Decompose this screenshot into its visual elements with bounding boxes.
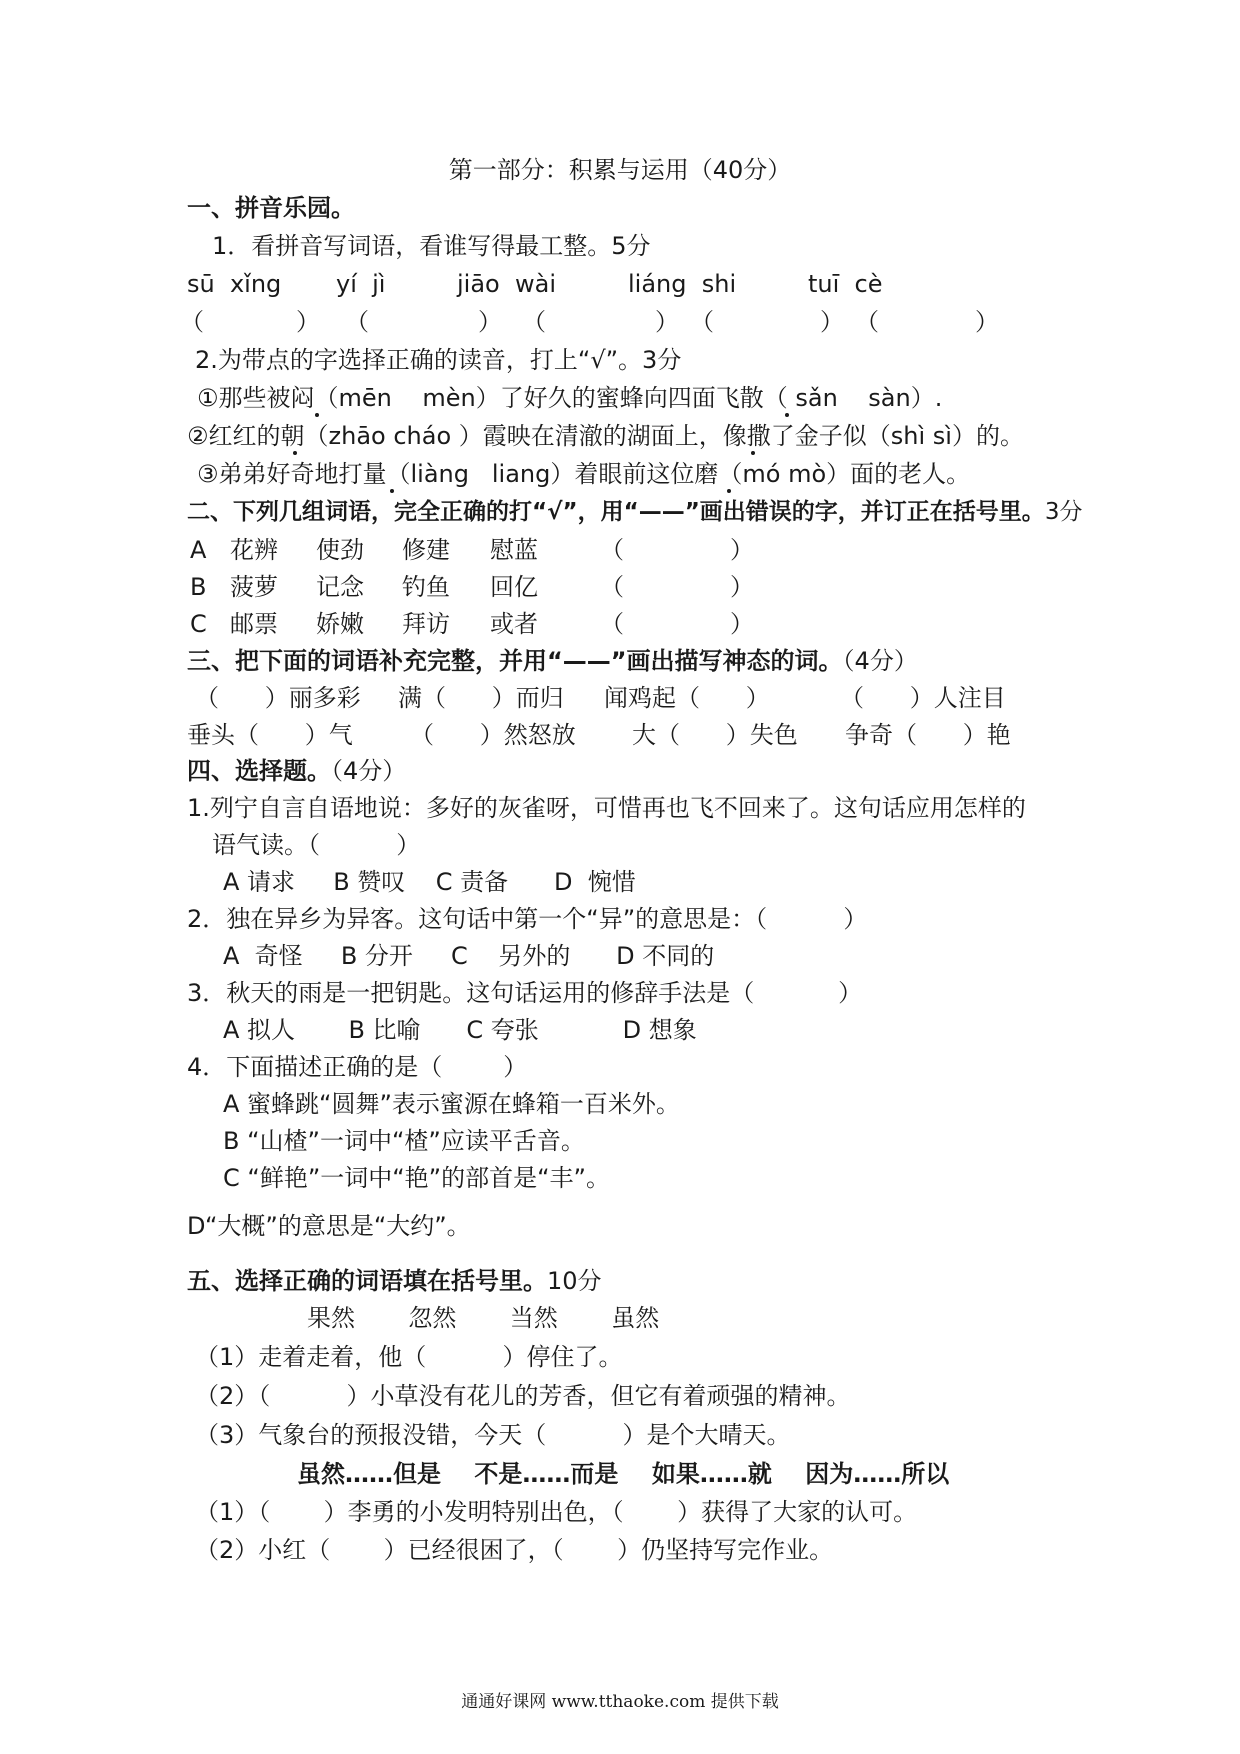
- bracket-open-4: （: [690, 308, 714, 336]
- word: 钓鱼: [402, 573, 450, 601]
- s3-blank: 垂头（ ）气: [187, 721, 353, 749]
- s4-q4-option-b: B “山楂”一词中“楂”应读平舌音。: [223, 1127, 585, 1155]
- s5-a1: （1）走着走着，他（ ）停住了。: [195, 1343, 623, 1371]
- word: 花辨: [230, 536, 278, 564]
- s3-blank: 大（ ）失色: [632, 721, 798, 749]
- row-label: B: [190, 573, 207, 601]
- word: 或者: [490, 610, 538, 638]
- section-4-score: （4分）: [331, 757, 407, 785]
- s4-q1-line2: 语气读。（ ）: [212, 831, 421, 859]
- bracket-open-1: （: [180, 308, 204, 336]
- row-label: A: [190, 536, 207, 564]
- word: 修建: [402, 536, 450, 564]
- bracket-close: ）: [730, 610, 754, 638]
- s3-blank: （ ）然怒放: [410, 721, 576, 749]
- bracket-open-3: （: [522, 308, 546, 336]
- s1-q1: 1．看拼音写词语，看谁写得最工整。5分: [212, 232, 651, 260]
- emphasis-dot: [727, 489, 731, 493]
- emphasis-dot: [390, 489, 394, 493]
- word: 使劲: [316, 536, 364, 564]
- s5-b2: （2）小红（ ）已经很困了，（ ）仍坚持写完作业。: [195, 1536, 834, 1564]
- word: 慰蓝: [490, 536, 538, 564]
- s3-blank: 闻鸡起（ ）: [604, 684, 770, 712]
- emphasis-dot: [315, 413, 319, 417]
- section-5-score: 10分: [547, 1267, 602, 1295]
- page-title: 第一部分：积累与运用（40分）: [448, 156, 792, 184]
- bracket-close-1: ）: [296, 308, 320, 336]
- s3-blank: 争奇（ ）艳: [845, 721, 1011, 749]
- s1-q2-item-3: ③弟弟好奇地打量（liàng liang）着眼前这位磨（mó mò）面的老人。: [197, 460, 971, 488]
- bracket-open-2: （: [345, 308, 369, 336]
- s4-q1-line1: 1.列宁自言自语地说：多好的灰雀呀，可惜再也飞不回来了。这句话应用怎样的: [187, 794, 1026, 822]
- word: 菠萝: [230, 573, 278, 601]
- s1-q2: 2.为带点的字选择正确的读音，打上“√”。3分: [195, 346, 682, 374]
- s1-q2-item-2: ②红红的朝（zhāo cháo ）霞映在清澈的湖面上，像撒了金子似（shì sì）的。: [187, 422, 1024, 450]
- pinyin-1: sū xǐng: [187, 270, 282, 298]
- s4-q1-options: A 请求 B 赞叹 C 责备 D 惋惜: [223, 868, 636, 896]
- bracket-close: ）: [730, 573, 754, 601]
- section-2-heading-text: 二、下列几组词语，完全正确的打“√”，用“——”画出错误的字，并订正在括号里。: [187, 499, 1045, 525]
- bracket-open-5: （: [855, 308, 879, 336]
- pinyin-4: liáng shi: [628, 270, 737, 298]
- bracket-open: （: [600, 573, 624, 601]
- bracket-close-5: ）: [975, 308, 999, 336]
- emphasis-dot: [751, 451, 755, 455]
- s3-blank: 满（ ）而归: [398, 684, 564, 712]
- pinyin-2: yí jì: [336, 270, 386, 298]
- word: 娇嫩: [316, 610, 364, 638]
- s5-a2: （2）（ ）小草没有花儿的芳香，但它有着顽强的精神。: [195, 1382, 851, 1410]
- s4-q4-option-d: D“大概”的意思是“大约”。: [187, 1212, 471, 1240]
- s4-q3: 3．秋天的雨是一把钥匙。这句话运用的修辞手法是（ ）: [187, 979, 863, 1007]
- bracket-close-3: ）: [655, 308, 679, 336]
- emphasis-dot: [293, 451, 297, 455]
- page-footer: 通通好课网 www.tthaoke.com 提供下载: [461, 1692, 779, 1712]
- section-3-heading-text: 三、把下面的词语补充完整，并用“——”画出描写神态的词。: [187, 647, 843, 675]
- bracket-close-4: ）: [820, 308, 844, 336]
- s4-q3-options: A 拟人 B 比喻 C 夸张 D 想象: [223, 1016, 697, 1044]
- section-3-score: （4分）: [842, 647, 918, 675]
- word: 拜访: [402, 610, 450, 638]
- s3-blank: （ ）人注目: [840, 684, 1006, 712]
- s5-word-bank-1: 果然 忽然 当然 虽然: [307, 1304, 660, 1332]
- s5-word-bank-2: 虽然……但是 不是……而是 如果……就 因为……所以: [297, 1460, 950, 1488]
- section-2-heading: [187, 494, 1082, 530]
- word: 记念: [316, 573, 364, 601]
- pinyin-3: jiāo wài: [457, 270, 556, 298]
- section-1-heading: 一、拼音乐园。: [187, 194, 355, 222]
- section-4-heading: [187, 753, 406, 789]
- s4-q2-options: A 奇怪 B 分开 C 另外的 D 不同的: [223, 942, 715, 970]
- bracket-open: （: [600, 536, 624, 564]
- row-label: C: [190, 610, 207, 638]
- bracket-open: （: [600, 610, 624, 638]
- s4-q4: 4．下面描述正确的是（ ）: [187, 1053, 528, 1081]
- bracket-close: ）: [730, 536, 754, 564]
- section-5-heading: [187, 1263, 602, 1299]
- section-2-score: 3分: [1044, 499, 1083, 525]
- s1-q2-item-1: ①那些被闷（mēn mèn）了好久的蜜蜂向四面飞散（ sǎn sàn）.: [197, 384, 943, 412]
- section-5-heading-text: 五、选择正确的词语填在括号里。: [187, 1267, 547, 1295]
- s3-blank: （ ）丽多彩: [195, 684, 361, 712]
- emphasis-dot: [785, 413, 789, 417]
- section-3-heading: [187, 643, 918, 679]
- s5-a3: （3）气象台的预报没错，今天（ ）是个大晴天。: [195, 1421, 791, 1449]
- bracket-close-2: ）: [478, 308, 502, 336]
- pinyin-5: tuī cè: [808, 270, 883, 298]
- s4-q4-option-a: A 蜜蜂跳“圆舞”表示蜜源在蜂箱一百米外。: [223, 1090, 680, 1118]
- word: 邮票: [230, 610, 278, 638]
- s5-b1: （1）（ ）李勇的小发明特别出色，（ ）获得了大家的认可。: [195, 1498, 918, 1526]
- section-4-heading-text: 四、选择题。: [187, 757, 331, 785]
- s4-q2: 2．独在异乡为异客。这句话中第一个“异”的意思是：（ ）: [187, 905, 868, 933]
- s4-q4-option-c: C “鲜艳”一词中“艳”的部首是“丰”。: [223, 1164, 610, 1192]
- word: 回亿: [490, 573, 538, 601]
